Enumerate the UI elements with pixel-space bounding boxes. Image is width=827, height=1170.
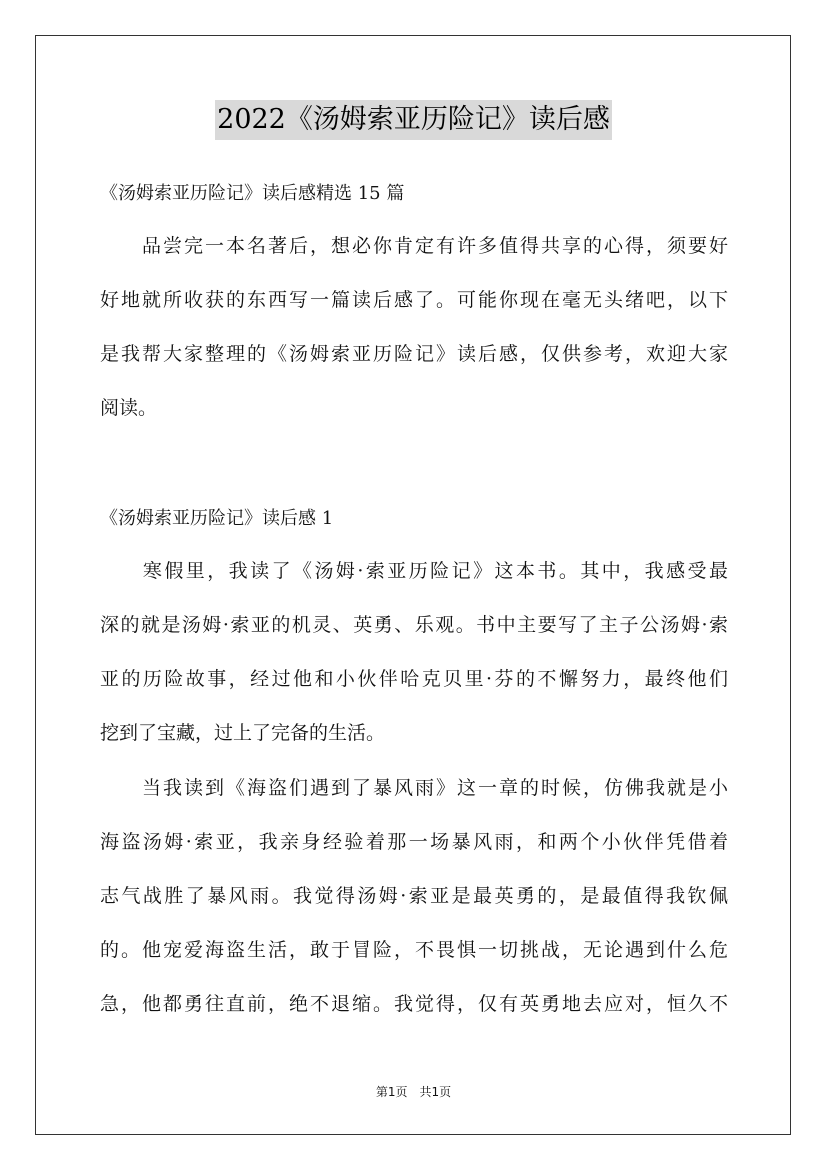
section-heading: 《汤姆索亚历险记》读后感 1 — [100, 508, 334, 529]
body-paragraph-2 — [100, 761, 728, 1031]
document-title: 2022《汤姆索亚历险记》读后感 — [215, 100, 612, 140]
paragraph-line: 是我帮大家整理的《汤姆索亚历险记》读后感，仅供参考，欢迎大家 — [100, 343, 728, 365]
intro-paragraph — [100, 219, 728, 435]
paragraph-line: 品尝完一本名著后，想必你肯定有许多值得共享的心得，须要好 — [100, 235, 728, 257]
body-paragraph-1 — [100, 544, 728, 760]
document-subtitle: 《汤姆索亚历险记》读后感精选 15 篇 — [100, 183, 405, 204]
paragraph-line: 的。他宠爱海盗生活，敢于冒险，不畏惧一切挑战，无论遇到什么危 — [100, 939, 728, 961]
paragraph-line: 挖到了宝藏，过上了完备的生活。 — [100, 722, 386, 744]
page-footer: 第1页 共1页 — [375, 1085, 452, 1099]
paragraph-line: 急，他都勇往直前，绝不退缩。我觉得，仅有英勇地去应对，恒久不 — [100, 993, 728, 1015]
paragraph-line: 海盗汤姆·索亚，我亲身经验着那一场暴风雨，和两个小伙伴凭借着 — [100, 831, 728, 853]
paragraph-line: 好地就所收获的东西写一篇读后感了。可能你现在毫无头绪吧，以下 — [100, 289, 728, 311]
title-wrap — [0, 100, 827, 140]
paragraph-line: 深的就是汤姆·索亚的机灵、英勇、乐观。书中主要写了主子公汤姆·索 — [100, 614, 728, 636]
paragraph-line: 志气战胜了暴风雨。我觉得汤姆·索亚是最英勇的，是最值得我钦佩 — [100, 885, 728, 907]
paragraph-line: 亚的历险故事，经过他和小伙伴哈克贝里·芬的不懈努力，最终他们 — [100, 668, 728, 690]
paragraph-line: 当我读到《海盗们遇到了暴风雨》这一章的时候，仿佛我就是小 — [100, 777, 728, 799]
paragraph-line: 阅读。 — [100, 397, 158, 419]
paragraph-line: 寒假里，我读了《汤姆·索亚历险记》这本书。其中，我感受最 — [100, 560, 728, 582]
